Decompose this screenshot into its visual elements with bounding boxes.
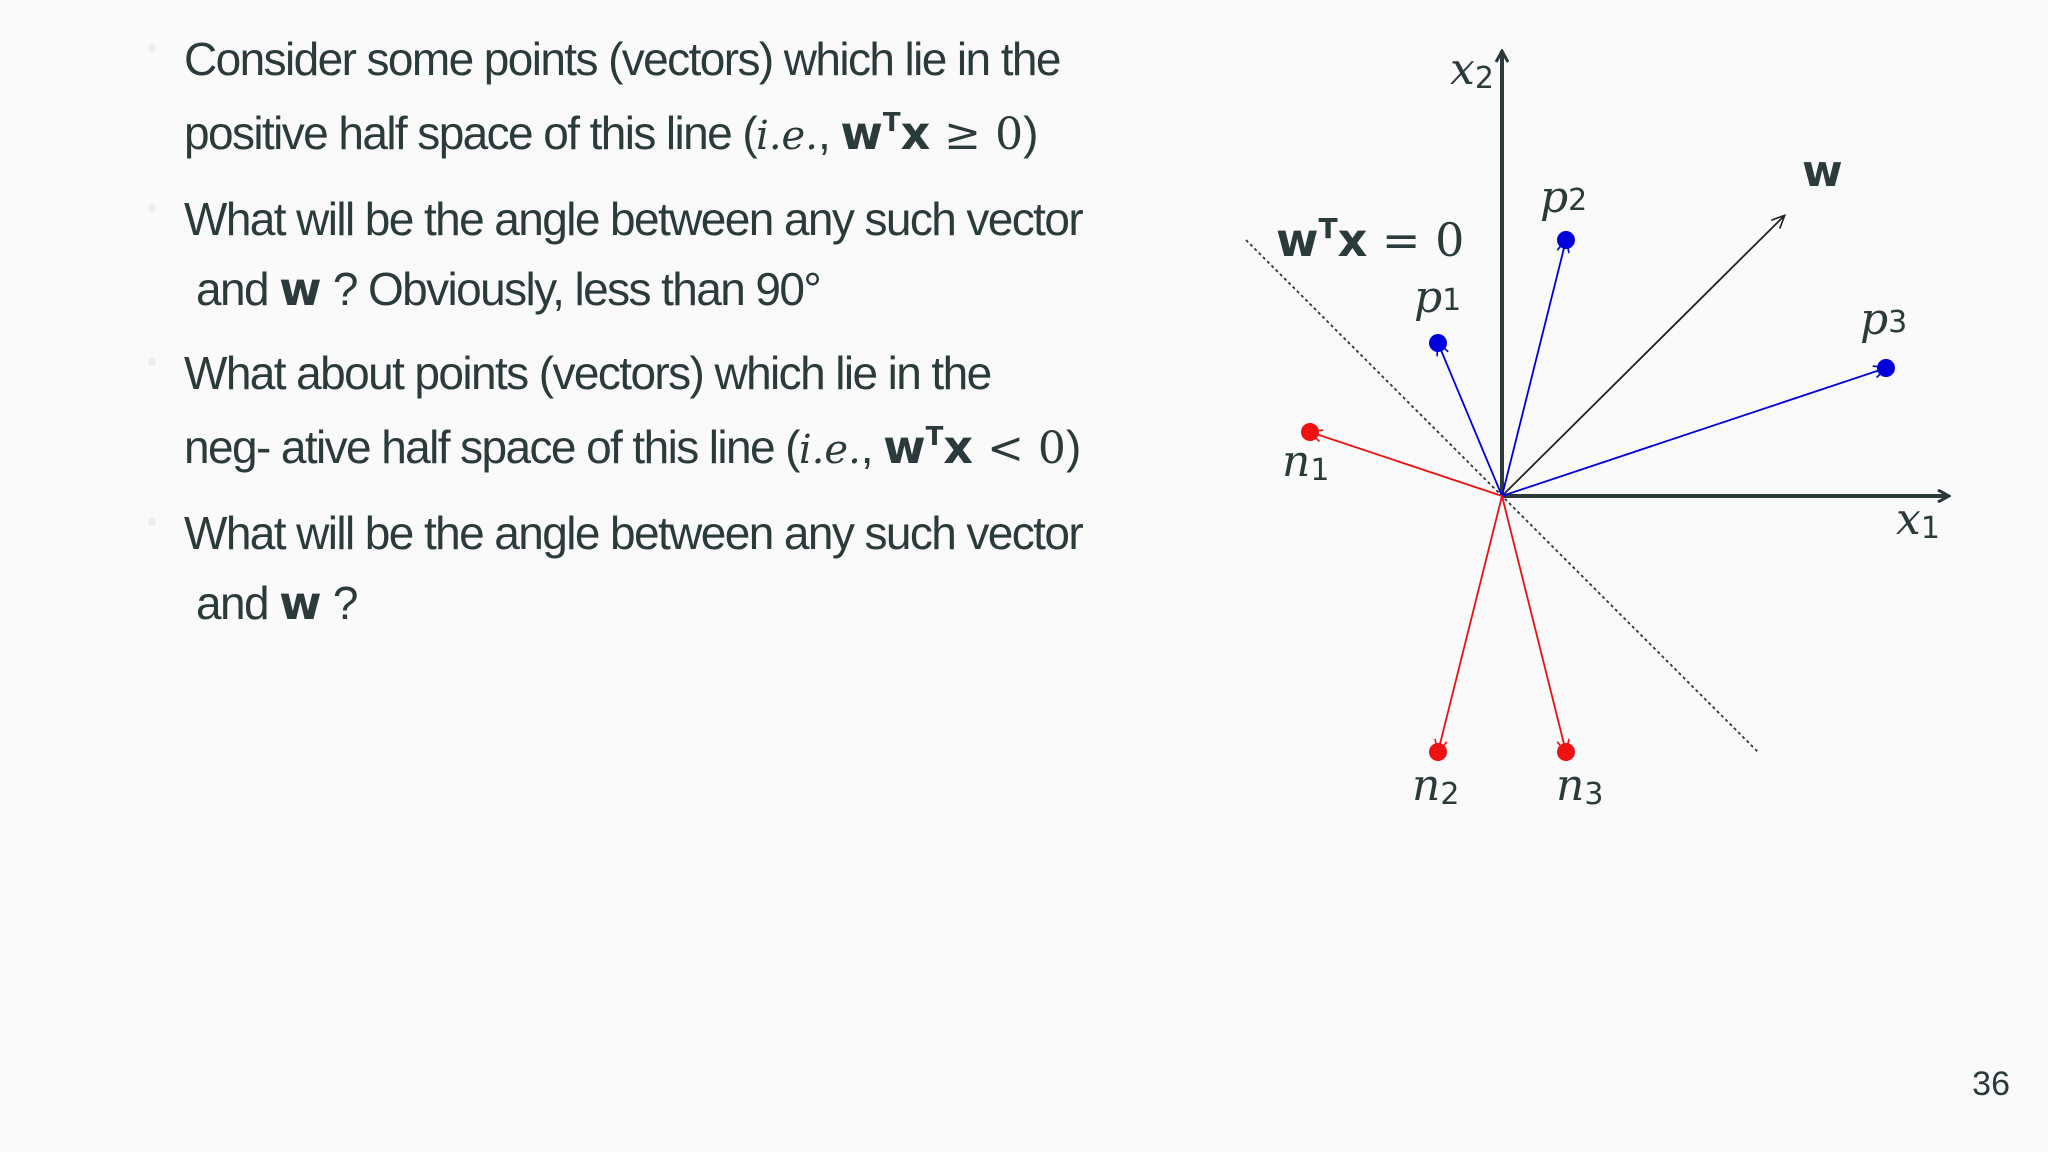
w-symbol: w (279, 262, 322, 316)
p2-vector (1502, 240, 1566, 496)
n2-vector (1438, 496, 1502, 752)
w-symbol: w (840, 106, 883, 160)
n1-label: n1 (1282, 436, 1330, 488)
x-symbol: x (900, 106, 931, 160)
p3-label: p3 (1860, 294, 1908, 345)
and-text: and (196, 577, 280, 629)
relation: < 0 (973, 423, 1066, 474)
bullet-1-line-1: Consider some points (vectors) which lie in the (184, 33, 1060, 85)
w-symbol: w (279, 576, 322, 630)
n2-point (1429, 743, 1447, 761)
n2-label: n2 (1412, 760, 1460, 812)
bullet-2-rest: ? Obviously, less than 90° (321, 263, 821, 315)
bullet-1-text: positive half space of this line ( (184, 107, 757, 159)
p3-vector (1502, 368, 1886, 496)
weight-label: w (1802, 146, 1843, 197)
p1-point (1429, 334, 1447, 352)
p2-point (1557, 231, 1575, 249)
bullet-3-line-1: What about points (vectors) which lie in the (184, 347, 991, 399)
transpose-symbol: T (882, 108, 901, 138)
n3-point (1557, 743, 1575, 761)
transpose-symbol: T (925, 422, 944, 452)
x-symbol: x (943, 420, 974, 474)
weight-vector (1502, 216, 1784, 496)
x1-axis-label: x1 (1896, 494, 1940, 546)
p2-label: p2 (1540, 172, 1588, 223)
and-text: and (196, 263, 280, 315)
w-symbol: w (883, 420, 926, 474)
boundary-equation-label: wTx = 0 (1276, 212, 1465, 267)
n3-vector (1502, 496, 1566, 752)
n1-vector (1310, 432, 1502, 496)
ie-abbrev: i.e. (756, 113, 818, 159)
p1-vector (1438, 343, 1502, 496)
bullet-4-rest: ? (321, 577, 357, 629)
relation: ≥ 0 (930, 109, 1024, 160)
bullet-4-line-1: What will be the angle between any such vector (184, 507, 1083, 559)
page-number: 36 (1972, 1065, 2010, 1103)
ie-abbrev: i.e. (798, 427, 861, 473)
bullet-3-text: neg- ative half space of this line ( (184, 421, 799, 473)
comma: , (860, 421, 884, 473)
n3-label: n3 (1556, 760, 1604, 812)
p1-label: p1 (1414, 272, 1462, 323)
bullet-2-line-1: What will be the angle between any such vector (184, 193, 1083, 245)
close-paren: ) (1065, 421, 1080, 473)
comma: , (817, 107, 841, 159)
p3-point (1877, 359, 1895, 377)
close-paren: ) (1023, 107, 1037, 159)
x2-axis-label: x2 (1450, 44, 1494, 96)
